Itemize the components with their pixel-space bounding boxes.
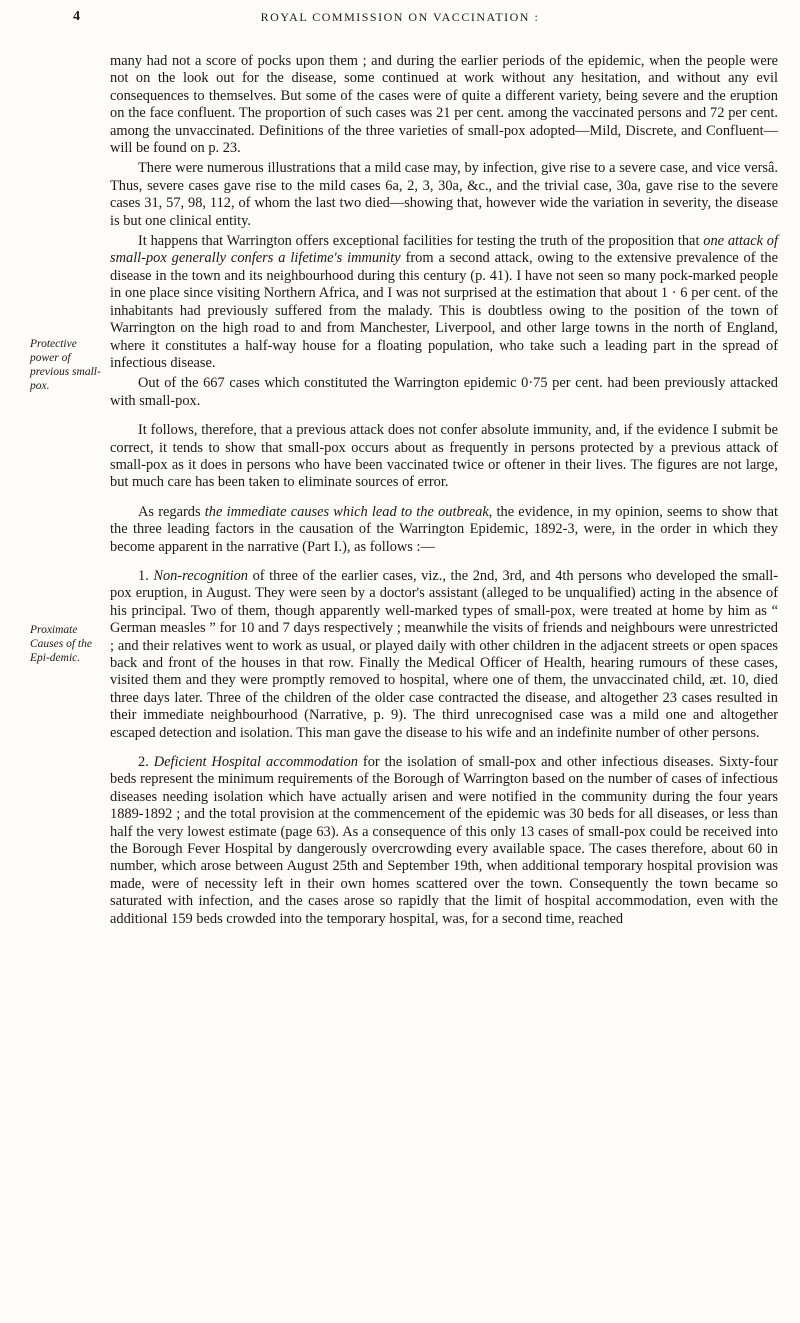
text-run: of three of the earlier cases, viz., the 2nd, 3rd, and 4th persons who developed the small-pox eruption, in August. They were seen by a doctor's assistant (alleged to be unqualified) acting in the absence of his principal. Two of them, though apparently well-marked types of small-pox, were treated at home by him as “ German measles ” for 10 and 7 days respectively ; meanwhile the visits of friends and neighbours were unrestricted ; and their relatives went to work as usual, or played daily with other children in the adjacent streets or open spaces back and front of the houses in that row. Finally the Medical Officer of Health, hearing rumours of these cases, visited them and they were promptly removed to hospital, where one of them, the unvaccinated child, æt. 10, died three days later. Three of the children of the older case contracted the disease, and altogether 23 cases resulted in their immediate neighbourhood (Narrative, p. 9). The third unrecognised case was a mild one and altogether escaped detection and isolation. This man gave the disease to his wife and an indefinite number of other persons. bbox=[110, 567, 778, 741]
sidenote-proximate-causes: Proximate Causes of the Epi-demic. bbox=[30, 624, 92, 664]
text-run: As regards bbox=[138, 503, 205, 520]
paragraph-immediate-causes bbox=[110, 504, 778, 556]
page-header bbox=[0, 9, 800, 29]
emphasis-immediate-causes: the immediate causes which lead to the outbreak bbox=[204, 503, 489, 520]
text-run: for the isolation of small-pox and other infectious diseases. Sixty-four beds represent the minimum requirements of the Borough of Warrington based on the number of cases of infectious diseases needing isolation which have actually arisen and were notified in the community during the four years 1889-1892 ; and the total provision at the commencement of the epidemic was 30 beds for all diseases, or less than half the very lowest estimate (page 63). As a consequence of this only 13 cases of small-pox could be received into the Borough Fever Hospital by dangerously overcrowding every available space. The cases therefore, about 60 in number, which arose between August 25th and September 19th, when additional temporary hospital provision was made, were of necessity left in their own homes scattered over the town. Consequently the town became so saturated with infection, and the cases arose so rapidly that the limit of hospital accommodation, even with the additional 159 beds crowded into the temporary hospital, was, for a second time, reached bbox=[110, 754, 779, 927]
text-run: , the evidence, in my opinion, seems to show that the three leading factors in the causation of the Warrington Epidemic, 1892-3, were, in the order in which they become apparent in the narrative (Part I.), as follows :— bbox=[110, 503, 778, 555]
emphasis-proposition: one attack of small-pox generally confers a lifetime's immunity bbox=[110, 233, 778, 267]
body-text bbox=[110, 53, 778, 931]
paragraph-illustrations: There were numerous illustrations that a mild case may, by infection, give rise to a severe case, and vice versâ. Thus, severe cases gave rise to the mild cases 6a, 2, 3, 30a, &c., and the trivial case, 30a, gave rise to the severe cases 31, 57, 98, 112, of whom the last two died—showing that, however wide the variation in severity, the disease is but one clinical entity. bbox=[110, 160, 778, 229]
emphasis-hospital-accommodation: Deficient Hospital accommodation bbox=[153, 754, 358, 771]
item-number: 2. bbox=[138, 754, 154, 771]
emphasis-non-recognition: Non-recognition bbox=[153, 567, 248, 584]
text-run: It happens that Warrington offers exceptional facilities for testing the truth of the proposition that bbox=[138, 233, 704, 250]
paragraph-severity: many had not a score of pocks upon them ; and during the earlier periods of the epidemic, when the people were not on the look out for the disease, some continued at work without any hesitation, and without any evil consequences to themselves. But some of the cases were of quite a different variety, being severe and the eruption on the face confluent. The proportion of such cases was 21 per cent. among the vaccinated persons and 72 per cent. among the unvaccinated. Definitions of the three varieties of small-pox adopted—Mild, Discrete, and Confluent—will be found on p. 23. bbox=[110, 53, 778, 157]
paragraph-previous-attacks: Out of the 667 cases which constituted the Warrington epidemic 0·75 per cent. had been previously attacked with small-pox. bbox=[110, 375, 778, 409]
item-number: 1. bbox=[138, 567, 154, 584]
paragraph-non-recognition bbox=[110, 568, 778, 742]
paragraph-protective-power bbox=[110, 233, 778, 372]
paragraph-immunity-conclusion: It follows, therefore, that a previous attack does not confer absolute immunity, and, if the evidence I submit be correct, it tends to show that small-pox occurs about as frequently in persons protected by a previous attack of small-pox as it does in persons who have been vaccinated twice or oftener in their lives. The figures are not large, but much care has been taken to eliminate sources of error. bbox=[110, 422, 778, 491]
running-title: ROYAL COMMISSION ON VACCINATION : bbox=[260, 10, 540, 24]
paragraph-hospital-accommodation bbox=[110, 754, 778, 928]
text-run: from a second attack, owing to the extensive prevalence of the disease in the town and its neighbourhood during this century (p. 41). I have not seen so many pock-marked people in one place since visiting Northern Africa, and I was not surprised at the estimation that about 1 · 6 per cent. of the inhabitants had previously suffered from the malady. This is doubtless owing to the position of the town of Warrington on the high road to and from Manchester, Liverpool, and other large towns in the north of England, where it constitutes a half-way house for a floating population, who take such a leading part in the spread of infectious disease. bbox=[110, 250, 779, 371]
sidenote-protective-power: Protective power of previous small-pox. bbox=[30, 338, 101, 392]
page-number: 4 bbox=[73, 9, 80, 24]
